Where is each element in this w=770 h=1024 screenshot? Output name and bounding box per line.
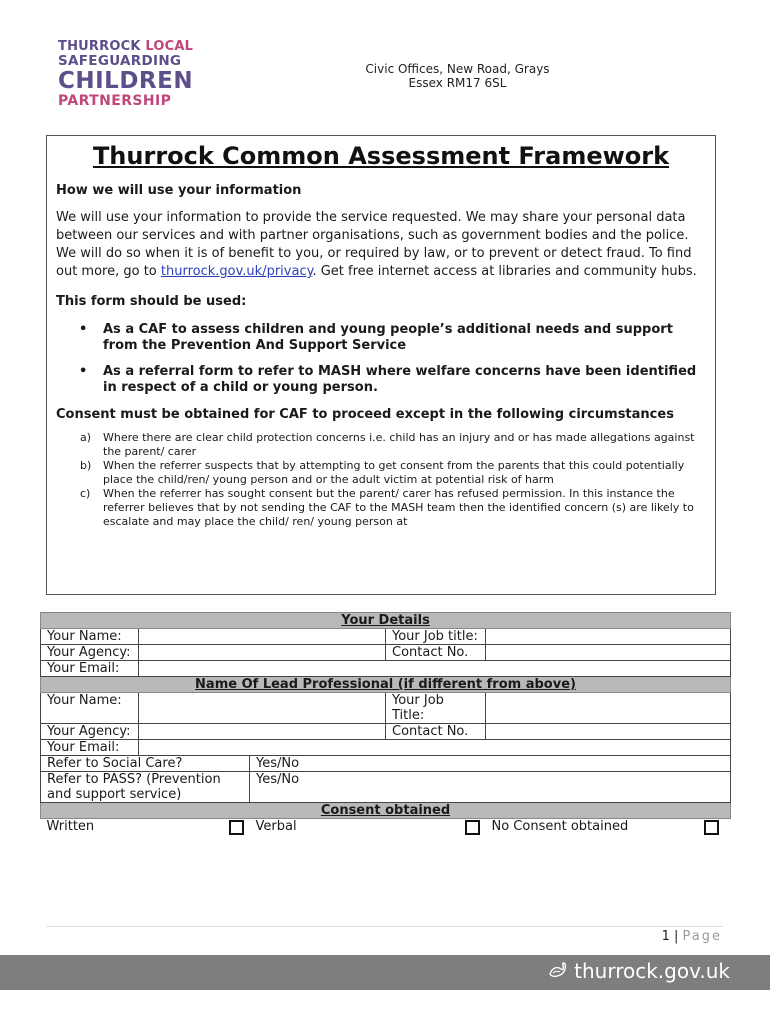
details-form	[40, 612, 731, 834]
lead-agency-field[interactable]	[139, 724, 386, 740]
lead-job-title-field[interactable]	[486, 693, 731, 724]
lead-email-label: Your Email:	[41, 740, 139, 756]
exception-item	[80, 459, 706, 487]
address-line-2: Essex RM17 6SL	[408, 76, 507, 90]
info-text-end: . Get free internet access at libraries and community hubs.	[312, 264, 697, 279]
refer-pass-value[interactable]: Yes/No	[250, 772, 731, 803]
swan-logo-icon	[546, 959, 568, 981]
your-email-field[interactable]	[139, 661, 731, 677]
usage-heading: This form should be used:	[56, 294, 247, 309]
exception-item	[80, 487, 706, 529]
no-consent-option	[486, 819, 731, 835]
page-number-value: 1	[661, 929, 670, 944]
verbal-label: Verbal	[255, 819, 297, 834]
written-label: Written	[46, 819, 95, 834]
exceptions-list	[56, 431, 706, 529]
intro-box	[46, 135, 716, 595]
exception-text: When the referrer suspects that by attempting to get consent from the parents that this could potentially place the child/ren/ young person and or the adult victim at potential risk of harm	[103, 459, 685, 486]
your-email-label: Your Email:	[41, 661, 139, 677]
lead-name-field[interactable]	[139, 693, 386, 724]
info-paragraph	[56, 209, 706, 281]
exception-text: Where there are clear child protection concerns i.e. child has an injury and or has made allegations against the parent/ carer	[103, 431, 695, 458]
consent-heading: Consent must be obtained for CAF to proceed except in the following circumstances	[56, 407, 674, 422]
consent-header: Consent obtained	[41, 803, 731, 819]
site-brand	[546, 959, 730, 983]
your-name-field[interactable]	[139, 629, 386, 645]
logo-partnership: PARTNERSHIP	[58, 92, 172, 109]
lead-email-field[interactable]	[139, 740, 731, 756]
page-title: Thurrock Common Assessment Framework	[92, 142, 670, 170]
verbal-checkbox[interactable]	[465, 820, 480, 835]
page-label: Page	[682, 929, 722, 944]
verbal-option	[250, 819, 486, 835]
written-checkbox[interactable]	[229, 820, 244, 835]
site-name: thurrock.gov.uk	[574, 959, 730, 983]
logo-thurrock: THURROCK	[58, 39, 141, 54]
lead-contact-label: Contact No.	[386, 724, 486, 740]
exception-marker: c)	[80, 487, 91, 500]
logo-local: LOCAL	[145, 39, 194, 54]
exception-marker: b)	[80, 459, 92, 472]
your-job-title-label: Your Job title:	[386, 629, 486, 645]
exception-item	[80, 431, 706, 459]
exception-text: When the referrer has sought consent but the parent/ carer has refused permission. In this instance the referrer believes that by not sending the CAF to the MASH team then the identified concern (s) are likely to escalate and may place the child/ ren/ young person at	[103, 487, 694, 528]
lead-agency-label: Your Agency:	[41, 724, 139, 740]
address-line-1: Civic Offices, New Road, Grays	[365, 62, 550, 76]
your-agency-field[interactable]	[139, 645, 386, 661]
logo-safeguarding: SAFEGUARDING	[58, 53, 182, 69]
refer-social-label: Refer to Social Care?	[41, 756, 250, 772]
lead-job-title-label: Your Job Title:	[386, 693, 486, 724]
page-number	[662, 929, 722, 944]
your-agency-label: Your Agency:	[41, 645, 139, 661]
your-details-header: Your Details	[41, 613, 731, 629]
no-consent-label: No Consent obtained	[491, 819, 629, 834]
your-name-label: Your Name:	[41, 629, 139, 645]
lead-name-label: Your Name:	[41, 693, 139, 724]
footer-bar	[0, 955, 770, 990]
refer-social-value[interactable]: Yes/No	[250, 756, 731, 772]
usage-item: • As a referral form to refer to MASH where welfare concerns have been identified in respect of a child or young person.	[103, 364, 706, 396]
footer-divider	[46, 926, 723, 927]
privacy-link[interactable]: thurrock.gov.uk/privacy	[160, 264, 313, 279]
info-heading: How we will use your information	[56, 183, 302, 198]
address-block	[345, 62, 570, 90]
contact-no-label: Contact No.	[386, 645, 486, 661]
refer-pass-label: Refer to PASS? (Prevention and support service)	[41, 772, 250, 803]
your-job-title-field[interactable]	[486, 629, 731, 645]
partnership-logo	[58, 40, 198, 108]
lead-contact-field[interactable]	[486, 724, 731, 740]
exception-marker: a)	[80, 431, 92, 444]
contact-no-field[interactable]	[486, 645, 731, 661]
info-text: We will use your information to provide the service requested. We may share your personal data between our services and with partner organisations, such as government bodies and the police. We will do so when it is of benefit to you, or required by law, or to prevent or detect fraud. To find out more, go to	[56, 210, 692, 279]
no-consent-checkbox[interactable]	[704, 820, 719, 835]
page-separator: |	[669, 929, 683, 944]
written-option	[41, 819, 250, 835]
lead-professional-header: Name Of Lead Professional (if different from above)	[41, 677, 731, 693]
logo-children: CHILDREN	[58, 67, 194, 94]
usage-list	[56, 322, 706, 396]
usage-item: • As a CAF to assess children and young people’s additional needs and support from the Prevention And Support Service	[103, 322, 706, 354]
